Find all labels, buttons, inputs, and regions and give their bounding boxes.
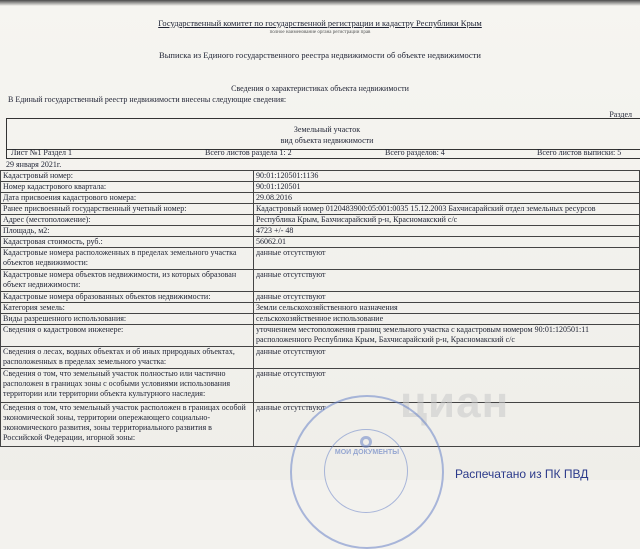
- agency-subtitle: полное наименование органа регистрации прав: [269, 30, 371, 35]
- row-label: Кадастровые номера объектов недвижимости, из которых образован объект недвижимости:: [1, 270, 254, 292]
- row-value: 90:01:120501: [254, 182, 640, 193]
- row-label: Кадастровые номера расположенных в пределах земельного участка объектов недвижимости:: [1, 248, 254, 270]
- row-label: Ранее присвоенный государственный учетный номер:: [1, 204, 254, 215]
- characteristics-table: [0, 170, 640, 447]
- table-row: [1, 314, 640, 325]
- row-value: 29.08.2016: [254, 193, 640, 204]
- total-sections: Всего разделов: 4: [385, 148, 445, 157]
- table-row: [1, 270, 640, 292]
- sheet-info-row: [6, 148, 640, 159]
- object-kind-label: вид объекта недвижимости: [280, 136, 374, 145]
- row-label: Кадастровая стоимость, руб.:: [1, 237, 254, 248]
- stamp: [290, 395, 444, 549]
- row-value: данные отсутствуют: [254, 270, 640, 292]
- row-value: 56062.01: [254, 237, 640, 248]
- row-value: сельскохозяйственное использование: [254, 314, 640, 325]
- row-label: Сведения о том, что земельный участок расположен в границах особой экономической зоны, территории опережающего социально-экономического развития, зоны территориального развития в Российской Федерации, игорной зоны:: [1, 403, 254, 447]
- row-label: Кадастровые номера образованных объектов недвижимости:: [1, 292, 254, 303]
- row-value: уточнением местоположения границ земельного участка с кадастровым номером 90:01:120501:11 расположенного Республика Крым, Бахчисарайский р-н, Красномакский с/с: [254, 325, 640, 347]
- table-row: [1, 325, 640, 347]
- row-value: данные отсутствуют: [254, 347, 640, 369]
- total-extract-sheets: Всего листов выписки: 5: [537, 148, 622, 157]
- row-label: Номер кадастрового квартала:: [1, 182, 254, 193]
- row-value: данные отсутствуют: [254, 292, 640, 303]
- row-label: Адрес (местоположение):: [1, 215, 254, 226]
- table-row: [1, 248, 640, 270]
- stamp-logo-icon: [358, 435, 374, 449]
- object-type: Земельный участок: [293, 125, 361, 134]
- row-label: Сведения о том, что земельный участок полностью или частично расположен в границах зоны с особыми условиями использования территории или территории объекта культурного наследия:: [1, 369, 254, 403]
- razdel-label: Раздел: [609, 110, 632, 119]
- row-value: Кадастровый номер 0120483900:05:001:0035 15.12.2003 Бахчисарайский отдел земельных ресурсов: [254, 204, 640, 215]
- table-row: [1, 204, 640, 215]
- row-value: данные отсутствуют: [254, 403, 640, 447]
- row-value: данные отсутствуют: [254, 248, 640, 270]
- sheet-label: Лист №1 Раздел 1: [11, 148, 73, 157]
- extract-date: 29 января 2021г.: [6, 160, 62, 169]
- table-row: [1, 182, 640, 193]
- agency-name: Государственный комитет по государственной регистрации и кадастру Республики Крым: [158, 18, 482, 28]
- stamp-text: МОИ ДОКУМЕНТЫ: [334, 449, 400, 456]
- row-label: Дата присвоения кадастрового номера:: [1, 193, 254, 204]
- object-type-box: [6, 118, 640, 150]
- row-value: 90:01:120501:1136: [254, 171, 640, 182]
- row-value: Земли сельскохозяйственного назначения: [254, 303, 640, 314]
- table-row: [1, 237, 640, 248]
- table-row: [1, 303, 640, 314]
- table-row: [1, 369, 640, 403]
- total-sheets-section: Всего листов раздела 1: 2: [205, 148, 292, 157]
- table-row: [1, 193, 640, 204]
- intro-text: В Единый государственный реестр недвижимости внесены следующие сведения:: [8, 95, 287, 104]
- table-row: [1, 171, 640, 182]
- table-row: [1, 215, 640, 226]
- row-value: 4723 +/- 48: [254, 226, 640, 237]
- row-label: Площадь, м2:: [1, 226, 254, 237]
- row-value: Республика Крым, Бахчисарайский р-н, Красномакский с/с: [254, 215, 640, 226]
- table-row: [1, 292, 640, 303]
- printed-note: Распечатано из ПК ПВД: [455, 467, 589, 481]
- page-edge-shadow: [0, 0, 640, 6]
- table-row: [1, 347, 640, 369]
- row-label: Категория земель:: [1, 303, 254, 314]
- row-label: Сведения о лесах, водных объектах и об иных природных объектах, расположенных в пределах земельного участка:: [1, 347, 254, 369]
- watermark: циан: [400, 378, 510, 427]
- row-label: Виды разрешенного использования:: [1, 314, 254, 325]
- document-title: Выписка из Единого государственного реестра недвижимости об объекте недвижимости: [159, 50, 481, 60]
- row-label: Кадастровый номер:: [1, 171, 254, 182]
- table-row: [1, 226, 640, 237]
- row-label: Сведения о кадастровом инженере:: [1, 325, 254, 347]
- section-title: Сведения о характеристиках объекта недвижимости: [231, 84, 409, 93]
- row-value: данные отсутствуют: [254, 369, 640, 403]
